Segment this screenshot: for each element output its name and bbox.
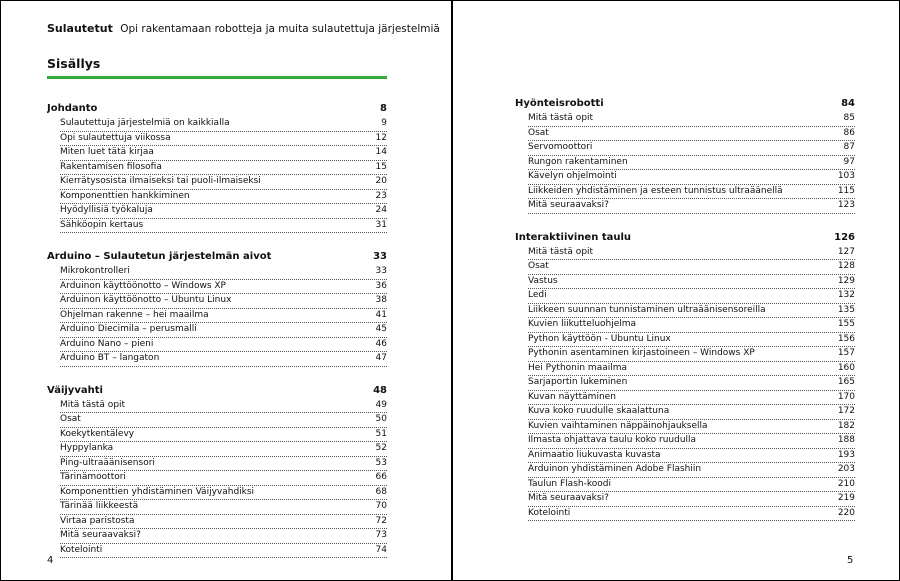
toc-entry (60, 146, 387, 161)
entry-page: 38 (375, 295, 387, 305)
entry-title: Kierrätysosista ilmaiseksi tai puoli-ilmaiseksi (60, 176, 261, 186)
entry-title: Vastus (528, 275, 558, 286)
entry-title: Sähköopin kertaus (60, 219, 144, 230)
entry-page: 157 (837, 348, 855, 358)
entry-page: 9 (381, 118, 387, 128)
entry-page: 20 (375, 176, 387, 186)
entry-page: 220 (837, 507, 855, 518)
toc-entry (528, 141, 855, 156)
entry-title: Animaatio liukuvasta kuvasta (528, 449, 661, 460)
toc-entry (60, 204, 387, 219)
chapter-page: 48 (373, 384, 387, 396)
chapter-page: 126 (834, 231, 855, 243)
toc-entry (60, 117, 387, 132)
entry-page: 23 (375, 190, 387, 201)
entry-page: 51 (375, 428, 387, 439)
entry-title: Liikkeiden yhdistäminen ja esteen tunnistus ultraäänellä (528, 185, 783, 196)
entry-page: 49 (375, 399, 387, 410)
running-header (47, 22, 440, 35)
toc-entry (60, 413, 387, 428)
toc-entry (528, 507, 855, 522)
toc-entry (528, 289, 855, 304)
toc-entry (528, 246, 855, 261)
entry-title: Mitä seuraavaksi? (528, 493, 609, 503)
toc-entry (528, 127, 855, 142)
entry-page: 15 (375, 161, 387, 172)
entry-page: 31 (375, 219, 387, 230)
entry-page: 36 (375, 280, 387, 291)
book-title: Sulautetut (47, 22, 113, 35)
toc-entry (528, 156, 855, 171)
entry-title: Kotelointi (528, 507, 571, 518)
toc-chapter (47, 101, 387, 233)
entry-title: Koekytkentälevy (60, 428, 135, 439)
chapter-title: Väijyvahti (47, 384, 103, 396)
entry-page: 129 (837, 275, 855, 286)
entry-title: Ilmasta ohjattava taulu koko ruudulla (528, 435, 697, 445)
entry-title: Osat (60, 414, 81, 424)
entry-page: 188 (837, 435, 855, 445)
entry-title: Kävelyn ohjelmointi (528, 171, 617, 181)
entry-title: Kuva koko ruudulle skaalattuna (528, 406, 670, 416)
toc-entry (60, 219, 387, 234)
entry-title: Sarjaportin lukeminen (528, 377, 628, 387)
entry-page: 68 (375, 486, 387, 497)
entry-title: Komponenttien hankkiminen (60, 190, 190, 201)
entry-title: Ohjelman rakenne – hei maailma (60, 309, 209, 320)
toc-entry (528, 333, 855, 348)
entry-page: 210 (837, 478, 855, 489)
entry-title: Rungon rakentaminen (528, 156, 628, 167)
entry-page: 193 (837, 449, 855, 460)
chapter-page: 33 (373, 251, 387, 262)
toc-chapter (515, 96, 855, 214)
toc-right (515, 96, 855, 537)
entry-page: 24 (375, 205, 387, 215)
entry-page: 160 (837, 362, 855, 373)
toc-entry (528, 463, 855, 478)
toc-entry (528, 260, 855, 275)
entry-title: Tärinämoottori (60, 472, 126, 482)
toc-entry (60, 457, 387, 472)
toc-entry (60, 428, 387, 443)
entry-page: 66 (375, 472, 387, 482)
entry-page: 52 (375, 443, 387, 453)
toc-entry (528, 304, 855, 319)
entry-title: Kuvan näyttäminen (528, 391, 616, 402)
entry-title: Hei Pythonin maailma (528, 362, 628, 373)
toc-entry (528, 492, 855, 507)
entry-page: 155 (837, 319, 855, 329)
toc-chapter (47, 383, 387, 559)
entry-page: 128 (837, 261, 855, 271)
toc-entry (528, 434, 855, 449)
toc-entry (60, 132, 387, 147)
contents-rule (47, 76, 387, 79)
entry-page: 85 (843, 113, 855, 123)
entry-title: Arduino Diecimila – perusmalli (60, 324, 197, 334)
entry-title: Ledi (528, 290, 547, 300)
toc-entry (60, 161, 387, 176)
entry-title: Mikrokontrolleri (60, 266, 130, 276)
toc-entry (528, 112, 855, 127)
chapter-page: 84 (841, 98, 855, 109)
entry-title: Mitä tästä opit (528, 113, 594, 123)
entry-page: 14 (375, 147, 387, 157)
book-subtitle: Opi rakentamaan robotteja ja muita sulautettuja järjestelmiä (120, 23, 440, 35)
toc-entry (60, 352, 387, 367)
toc-entry (528, 449, 855, 464)
entry-title: Kuvien liikutteluohjelma (528, 319, 637, 329)
entry-title: Arduinon käyttöönotto – Ubuntu Linux (60, 295, 232, 305)
toc-entry (60, 323, 387, 338)
chapter-heading (47, 101, 387, 116)
entry-page: 219 (837, 493, 855, 503)
entry-title: Osat (528, 127, 549, 138)
entry-title: Tärinää liikkeestä (60, 501, 139, 511)
entry-page: 172 (837, 406, 855, 416)
entry-title: Mitä seuraavaksi? (60, 530, 141, 540)
entry-title: Servomoottori (528, 142, 593, 152)
entry-page: 103 (837, 171, 855, 181)
toc-entry (528, 170, 855, 185)
entry-page: 170 (837, 391, 855, 402)
entry-page: 70 (375, 501, 387, 511)
toc-chapter (515, 230, 855, 522)
entry-title: Osat (528, 261, 549, 271)
entry-page: 123 (837, 200, 855, 210)
toc-entry (528, 275, 855, 290)
toc-entry (528, 185, 855, 200)
entry-title: Arduino BT – langaton (60, 353, 160, 363)
page-number-left: 4 (47, 555, 54, 566)
entry-title: Opi sulautettuja viikossa (60, 132, 171, 143)
entry-page: 156 (837, 333, 855, 344)
toc-entry (528, 318, 855, 333)
toc-entry (528, 420, 855, 435)
entry-title: Mitä tästä opit (528, 246, 594, 257)
toc-entry (528, 199, 855, 214)
entry-page: 33 (375, 266, 387, 276)
entry-page: 182 (837, 420, 855, 431)
entry-title: Arduino Nano – pieni (60, 338, 154, 349)
entry-page: 87 (843, 142, 855, 152)
toc-entry (528, 362, 855, 377)
entry-title: Hyppylanka (60, 443, 114, 453)
toc-entry (528, 347, 855, 362)
entry-page: 50 (375, 414, 387, 424)
entry-page: 12 (375, 132, 387, 143)
entry-page: 73 (375, 530, 387, 540)
entry-title: Ping-ultraäänisensori (60, 457, 155, 468)
entry-title: Taulun Flash-koodi (528, 478, 611, 489)
entry-page: 97 (843, 156, 855, 167)
entry-title: Python käyttöön - Ubuntu Linux (528, 333, 671, 344)
toc-entry (60, 338, 387, 353)
entry-title: Liikkeen suunnan tunnistaminen ultraäänisensoreilla (528, 304, 766, 315)
toc-entry (60, 294, 387, 309)
toc-entry (60, 399, 387, 414)
entry-title: Arduinon yhdistäminen Adobe Flashiin (528, 464, 702, 474)
toc-entry (60, 442, 387, 457)
toc-entry (60, 544, 387, 559)
entry-title: Virtaa paristosta (60, 515, 135, 526)
chapter-heading (515, 230, 855, 245)
entry-page: 41 (375, 309, 387, 320)
toc-entry (60, 500, 387, 515)
entry-page: 115 (837, 185, 855, 196)
toc-entry (60, 280, 387, 295)
chapter-title: Hyönteisrobotti (515, 98, 604, 109)
toc-entry (60, 265, 387, 280)
toc-entry (60, 515, 387, 530)
chapter-title: Interaktiivinen taulu (515, 231, 632, 243)
entry-title: Komponenttien yhdistäminen Väijyvahdiksi (60, 486, 255, 497)
entry-title: Hyödyllisiä työkaluja (60, 205, 153, 215)
contents-title: Sisällys (47, 56, 101, 71)
entry-title: Pythonin asentaminen kirjastoineen – Windows XP (528, 348, 755, 358)
right-page (453, 0, 900, 581)
entry-title: Mitä tästä opit (60, 399, 126, 410)
toc-entry (60, 529, 387, 544)
toc-entry (60, 190, 387, 205)
toc-entry (528, 478, 855, 493)
chapter-page: 8 (380, 103, 387, 114)
entry-title: Miten luet tätä kirjaa (60, 147, 154, 157)
toc-entry (60, 471, 387, 486)
toc-left (47, 101, 387, 574)
toc-entry (60, 486, 387, 501)
chapter-heading (515, 96, 855, 111)
entry-page: 135 (837, 304, 855, 315)
entry-title: Sulautettuja järjestelmiä on kaikkialla (60, 118, 230, 128)
entry-page: 74 (375, 544, 387, 555)
toc-entry (528, 391, 855, 406)
entry-page: 72 (375, 515, 387, 526)
toc-chapter (47, 249, 387, 367)
entry-title: Mitä seuraavaksi? (528, 200, 609, 210)
entry-page: 86 (843, 127, 855, 138)
toc-entry (528, 376, 855, 391)
chapter-title: Johdanto (47, 103, 98, 114)
entry-page: 47 (375, 353, 387, 363)
chapter-heading (47, 383, 387, 398)
page-number-right: 5 (847, 555, 854, 566)
entry-page: 53 (375, 457, 387, 468)
entry-page: 45 (375, 324, 387, 334)
entry-page: 46 (375, 338, 387, 349)
entry-title: Kuvien vaihtaminen näppäinohjauksella (528, 420, 708, 431)
toc-entry (60, 175, 387, 190)
chapter-title: Arduino – Sulautetun järjestelmän aivot (47, 251, 272, 262)
chapter-heading (47, 249, 387, 264)
entry-page: 165 (837, 377, 855, 387)
toc-entry (60, 309, 387, 324)
entry-page: 132 (837, 290, 855, 300)
entry-title: Arduinon käyttöönotto – Windows XP (60, 280, 226, 291)
entry-title: Kotelointi (60, 544, 103, 555)
toc-entry (528, 405, 855, 420)
entry-page: 127 (837, 246, 855, 257)
entry-title: Rakentamisen filosofia (60, 161, 162, 172)
entry-page: 203 (837, 464, 855, 474)
